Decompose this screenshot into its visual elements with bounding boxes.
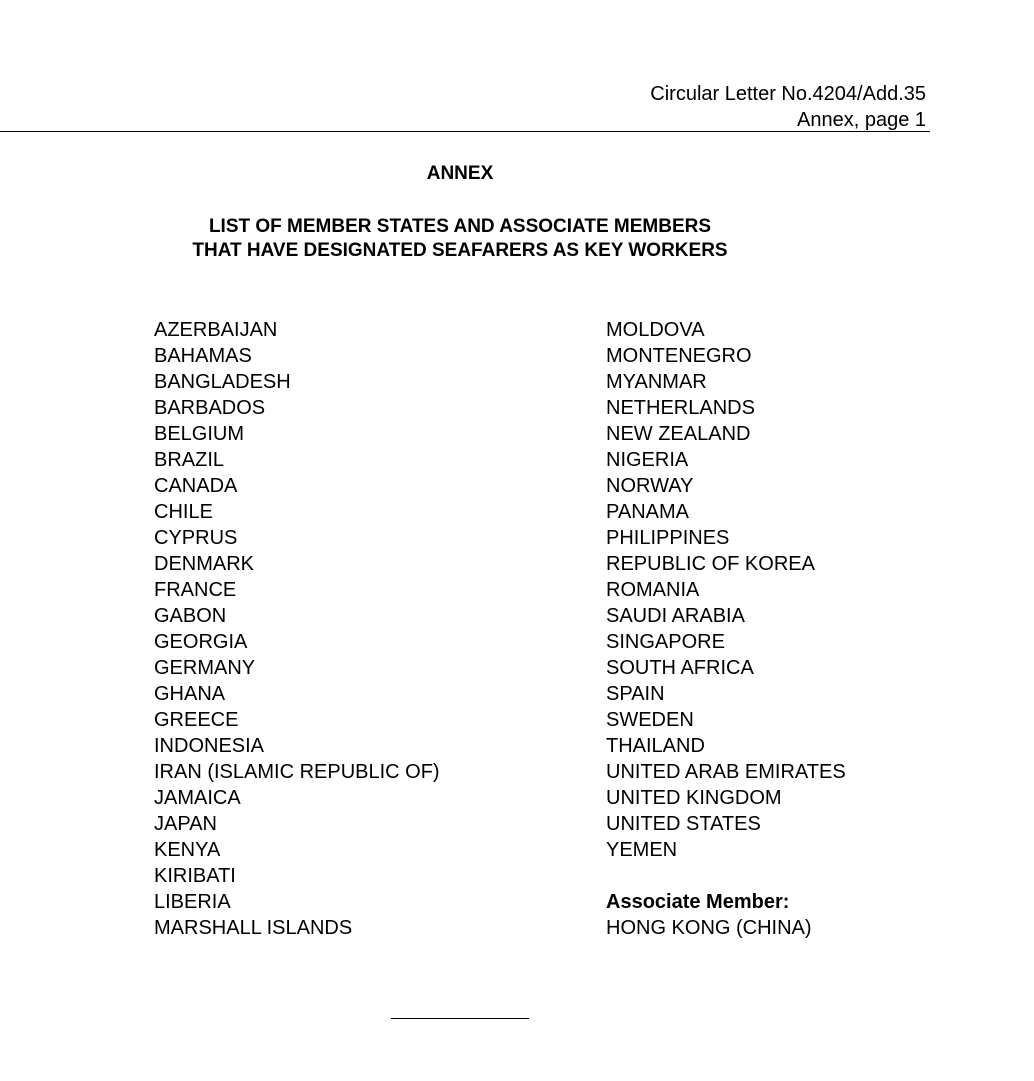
member-state: BAHAMAS — [154, 345, 252, 367]
member-state: GEORGIA — [154, 631, 248, 653]
member-state: SPAIN — [606, 683, 665, 705]
member-state: AZERBAIJAN — [154, 319, 278, 341]
member-state: KIRIBATI — [154, 865, 236, 887]
member-state: MYANMAR — [606, 371, 707, 393]
member-state: FRANCE — [154, 579, 237, 601]
member-state: GABON — [154, 605, 227, 627]
member-state: NETHERLANDS — [606, 397, 755, 419]
document-header — [650, 81, 926, 133]
member-state: MOLDOVA — [606, 319, 705, 341]
associate-member-name: HONG KONG (CHINA) — [606, 917, 812, 939]
member-state: ROMANIA — [606, 579, 700, 601]
associate-member-section — [606, 889, 812, 941]
member-state: JAPAN — [154, 813, 217, 835]
header-divider — [0, 131, 930, 132]
member-state: THAILAND — [606, 735, 705, 757]
member-state: CANADA — [154, 475, 238, 497]
list-title-line-2: THAT HAVE DESIGNATED SEAFARERS AS KEY WORKERS — [192, 240, 728, 261]
member-state: BRAZIL — [154, 449, 225, 471]
member-state: PHILIPPINES — [606, 527, 730, 549]
member-state: KENYA — [154, 839, 221, 861]
member-states-left-column — [154, 317, 440, 941]
member-state: UNITED STATES — [606, 813, 761, 835]
member-state: SOUTH AFRICA — [606, 657, 754, 679]
member-state: REPUBLIC OF KOREA — [606, 553, 815, 575]
member-state: BARBADOS — [154, 397, 266, 419]
member-state: NEW ZEALAND — [606, 423, 751, 445]
member-state: UNITED KINGDOM — [606, 787, 782, 809]
member-state: PANAMA — [606, 501, 689, 523]
member-state: BANGLADESH — [154, 371, 291, 393]
member-state: NIGERIA — [606, 449, 689, 471]
associate-member-label: Associate Member: — [606, 891, 790, 913]
list-title — [0, 215, 920, 263]
member-state: GERMANY — [154, 657, 256, 679]
member-state: GHANA — [154, 683, 226, 705]
member-state: CYPRUS — [154, 527, 238, 549]
member-state: JAMAICA — [154, 787, 241, 809]
member-state: IRAN (ISLAMIC REPUBLIC OF) — [154, 761, 440, 783]
member-states-right-column — [606, 317, 846, 863]
annex-title: ANNEX — [426, 163, 494, 184]
member-state: UNITED ARAB EMIRATES — [606, 761, 846, 783]
member-state: NORWAY — [606, 475, 694, 497]
member-state: BELGIUM — [154, 423, 245, 445]
member-state: MARSHALL ISLANDS — [154, 917, 353, 939]
end-of-document-rule — [391, 1018, 529, 1019]
member-state: SWEDEN — [606, 709, 694, 731]
annex-page-number: Annex, page 1 — [797, 109, 926, 131]
member-state: YEMEN — [606, 839, 678, 861]
member-state: INDONESIA — [154, 735, 265, 757]
circular-letter-number: Circular Letter No.4204/Add.35 — [650, 83, 926, 105]
member-state: DENMARK — [154, 553, 255, 575]
list-title-line-1: LIST OF MEMBER STATES AND ASSOCIATE MEMBERS — [208, 216, 712, 237]
member-state: LIBERIA — [154, 891, 231, 913]
member-state: SINGAPORE — [606, 631, 725, 653]
member-state: MONTENEGRO — [606, 345, 752, 367]
member-state: GREECE — [154, 709, 239, 731]
member-state: SAUDI ARABIA — [606, 605, 745, 627]
member-state: CHILE — [154, 501, 213, 523]
